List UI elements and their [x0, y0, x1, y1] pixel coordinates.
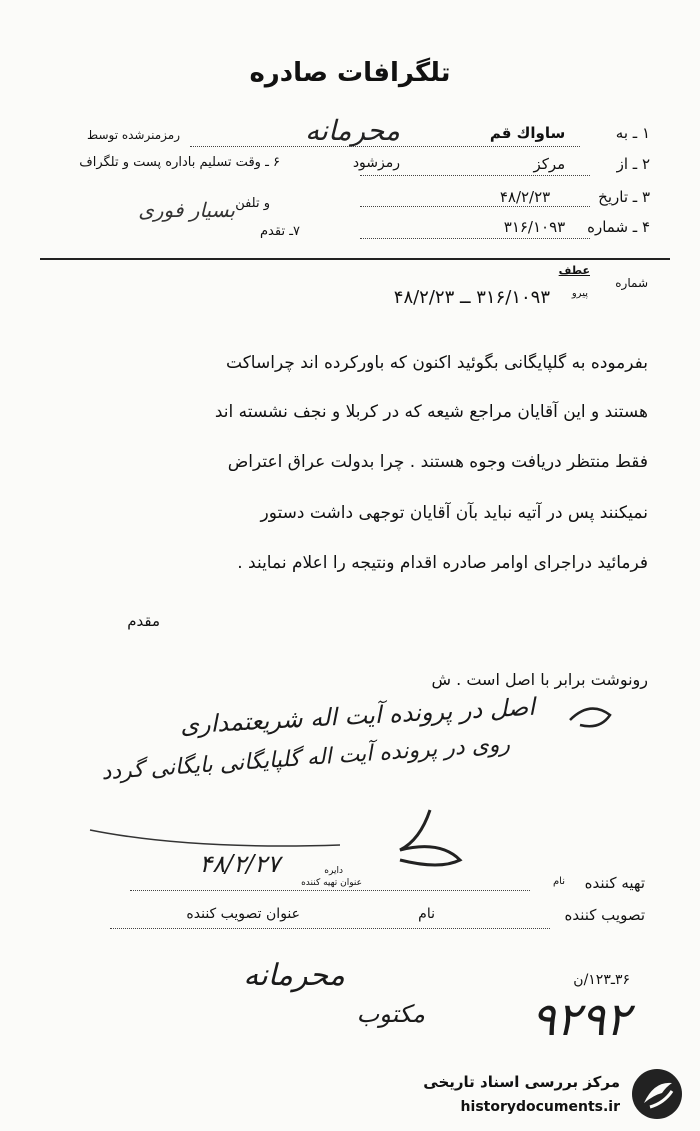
ref-pirow: پیرو — [571, 288, 588, 299]
header-priority: ۷ـ تقدم — [260, 224, 300, 239]
footer-prepared-by: تهیه کننده — [584, 874, 645, 892]
handwritten-bottom-number: ۹۲۹۲ — [531, 992, 630, 1046]
ref-stamp: عطف — [558, 264, 590, 277]
signoff: مقدم — [127, 612, 160, 630]
header-row-to: ۱ ـ به ساواك قم — [489, 124, 650, 142]
header-divider — [40, 258, 670, 260]
handwritten-confidential: محرمانه — [305, 114, 400, 147]
archive-name: مرکز بررسی اسناد تاریخی — [423, 1073, 620, 1091]
copy-note: رونوشت برابر با اصل است . ش — [431, 670, 648, 689]
handwritten-confidential-bottom: محرمانه — [243, 958, 345, 993]
body-line-4: نمیکنند پس در آتیه نباید بآن آقایان توجهی داشت دستور — [260, 503, 648, 523]
footer-approver-title: عنوان تصویب کننده — [186, 906, 300, 922]
footer-approved-by: تصویب کننده — [564, 906, 645, 924]
handwritten-urgent: بسیار فوری — [138, 198, 235, 222]
file-code: ۳۶ـ۱۲۳/ن — [573, 972, 630, 988]
header-delivery-time: ۶ ـ وقت تسلیم باداره پست و تلگراف — [79, 155, 280, 170]
header-row-date: ۳ ـ تاریخ ۴۸/۲/۲۳ — [499, 188, 650, 206]
header-cipher-note: رمزمنرشده توسط — [87, 128, 180, 142]
header-phone: و تلفن — [235, 196, 270, 211]
header-row-number: ۴ ـ شماره ۳۱۶/۱۰۹۳ — [503, 218, 650, 236]
handwritten-note-2: روی در پرونده آیت اله گلپایگانی بایگانی گردد — [100, 731, 511, 786]
document-title: تلگرافات صادره — [249, 58, 451, 88]
header-cipher: رمزشود — [352, 155, 400, 171]
ref-number: ۳۱۶/۱۰۹۳ ــ ۴۸/۲/۲۳ — [393, 287, 550, 308]
header-row-from: ۲ ـ از مرکز — [533, 155, 650, 173]
body-line-2: هستند و این آقایان مراجع شیعه که در کربلا و نجف نشسته اند — [214, 402, 648, 422]
handwritten-bottom-word: مکتوب — [356, 1000, 425, 1028]
handwritten-strokes — [60, 690, 640, 890]
footer-preparer-title: عنوان تهیه کننده — [301, 878, 362, 888]
archive-url: historydocuments.ir — [460, 1099, 620, 1115]
footer-name-label: نام — [552, 876, 565, 887]
handwritten-date: ۴۸/۲/۲۷ — [199, 850, 280, 878]
footer-office-label: دایره — [324, 866, 343, 876]
body-line-3: فقط منتظر دریافت وجوه هستند . چرا بدولت عراق اعتراض — [227, 452, 648, 472]
body-line-1: بفرموده به گلپایگانی بگوئید اکنون که باورکرده اند چراساکت — [226, 353, 648, 373]
ref-label: شماره — [615, 276, 648, 290]
archive-logo — [423, 1063, 690, 1125]
archive-logo-icon — [630, 1067, 684, 1121]
footer-approver-name: نام — [418, 906, 435, 922]
handwritten-note-1: اصل در پرونده آیت اله شریعتمداری — [179, 692, 536, 740]
body-line-5: فرمائید دراجرای اوامر صادره اقدام ونتیجه را اعلام نمایند . — [237, 553, 648, 573]
